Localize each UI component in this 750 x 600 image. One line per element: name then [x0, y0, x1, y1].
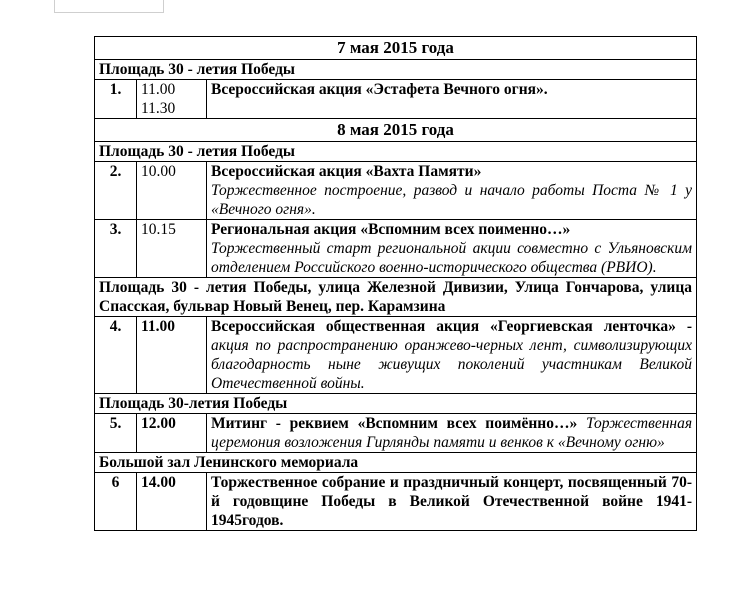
item-number: 6 — [95, 473, 137, 531]
venue-row — [95, 142, 697, 162]
venue-row — [95, 394, 697, 414]
venue-label: Площадь 30 - летия Победы — [95, 142, 697, 162]
venue-label: Площадь 30-летия Победы — [95, 394, 697, 414]
venue-label: Площадь 30 - летия Победы — [95, 60, 697, 80]
item-time: 10.00 — [137, 162, 207, 220]
item-time-end: 11.30 — [141, 100, 176, 117]
item-title: Митинг - реквием «Вспомним всех поимённо…» — [211, 415, 578, 432]
item-description-cell — [207, 80, 697, 119]
venue-label: Площадь 30 - летия Победы, улица Железной Дивизии, Улица Гончарова, улица Спасская, бульвар Новый Венец, пер. Карамзина — [95, 278, 697, 317]
table-row — [95, 220, 697, 278]
item-time: 11.00 — [137, 317, 207, 394]
venue-label: Большой зал Ленинского мемориала — [95, 453, 697, 473]
date-row — [95, 119, 697, 142]
item-title: Всероссийская общественная акция «Георгиевская ленточка» — [211, 318, 676, 335]
item-time: 12.00 — [137, 414, 207, 453]
date-heading: 7 мая 2015 года — [95, 37, 697, 60]
venue-row — [95, 60, 697, 80]
table-row — [95, 80, 697, 119]
item-title: Всероссийская акция «Вахта Памяти» — [211, 163, 482, 180]
venue-row — [95, 453, 697, 473]
item-description-cell — [207, 162, 697, 220]
venue-row — [95, 278, 697, 317]
table-row — [95, 414, 697, 453]
item-number: 5. — [95, 414, 137, 453]
table-row — [95, 473, 697, 531]
item-number: 1. — [95, 80, 137, 119]
item-description: Торжественный старт региональной акции совместно с Ульяновским отделением Российского военно-исторического общества (РВИО). — [211, 240, 693, 276]
item-number: 3. — [95, 220, 137, 278]
item-description-cell — [207, 414, 697, 453]
item-time — [137, 80, 207, 119]
page-tab-stub — [54, 0, 164, 13]
date-heading: 8 мая 2015 года — [95, 119, 697, 142]
item-title: Региональная акция «Вспомним всех поименно…» — [211, 221, 571, 238]
date-row — [95, 37, 697, 60]
item-description: Торжественная церемония возложения Гирлянды памяти и венков к «Вечному огню» — [211, 415, 693, 451]
item-description-cell — [207, 220, 697, 278]
item-time: 10.15 — [137, 220, 207, 278]
item-title: Всероссийская акция «Эстафета Вечного огня». — [211, 81, 548, 98]
item-number: 2. — [95, 162, 137, 220]
item-description-cell — [207, 317, 697, 394]
item-time: 14.00 — [137, 473, 207, 531]
item-title: Торжественное собрание и праздничный концерт, посвященный 70-й годовщине Победы в Великой Отечественной войне 1941-1945годов. — [211, 474, 693, 529]
item-time-start: 11.00 — [141, 81, 176, 98]
item-separator: - — [675, 318, 693, 335]
item-description: Торжественное построение, развод и начало работы Поста № 1 у «Вечного огня». — [211, 182, 693, 218]
item-description-cell — [207, 473, 697, 531]
table-row — [95, 162, 697, 220]
item-number: 4. — [95, 317, 137, 394]
table-row — [95, 317, 697, 394]
schedule-table — [94, 36, 697, 531]
item-description: акция по распространению оранжево-черных лент, символизирующих благодарность ныне живущих поколений участникам Великой Отечественной войны. — [211, 337, 693, 392]
